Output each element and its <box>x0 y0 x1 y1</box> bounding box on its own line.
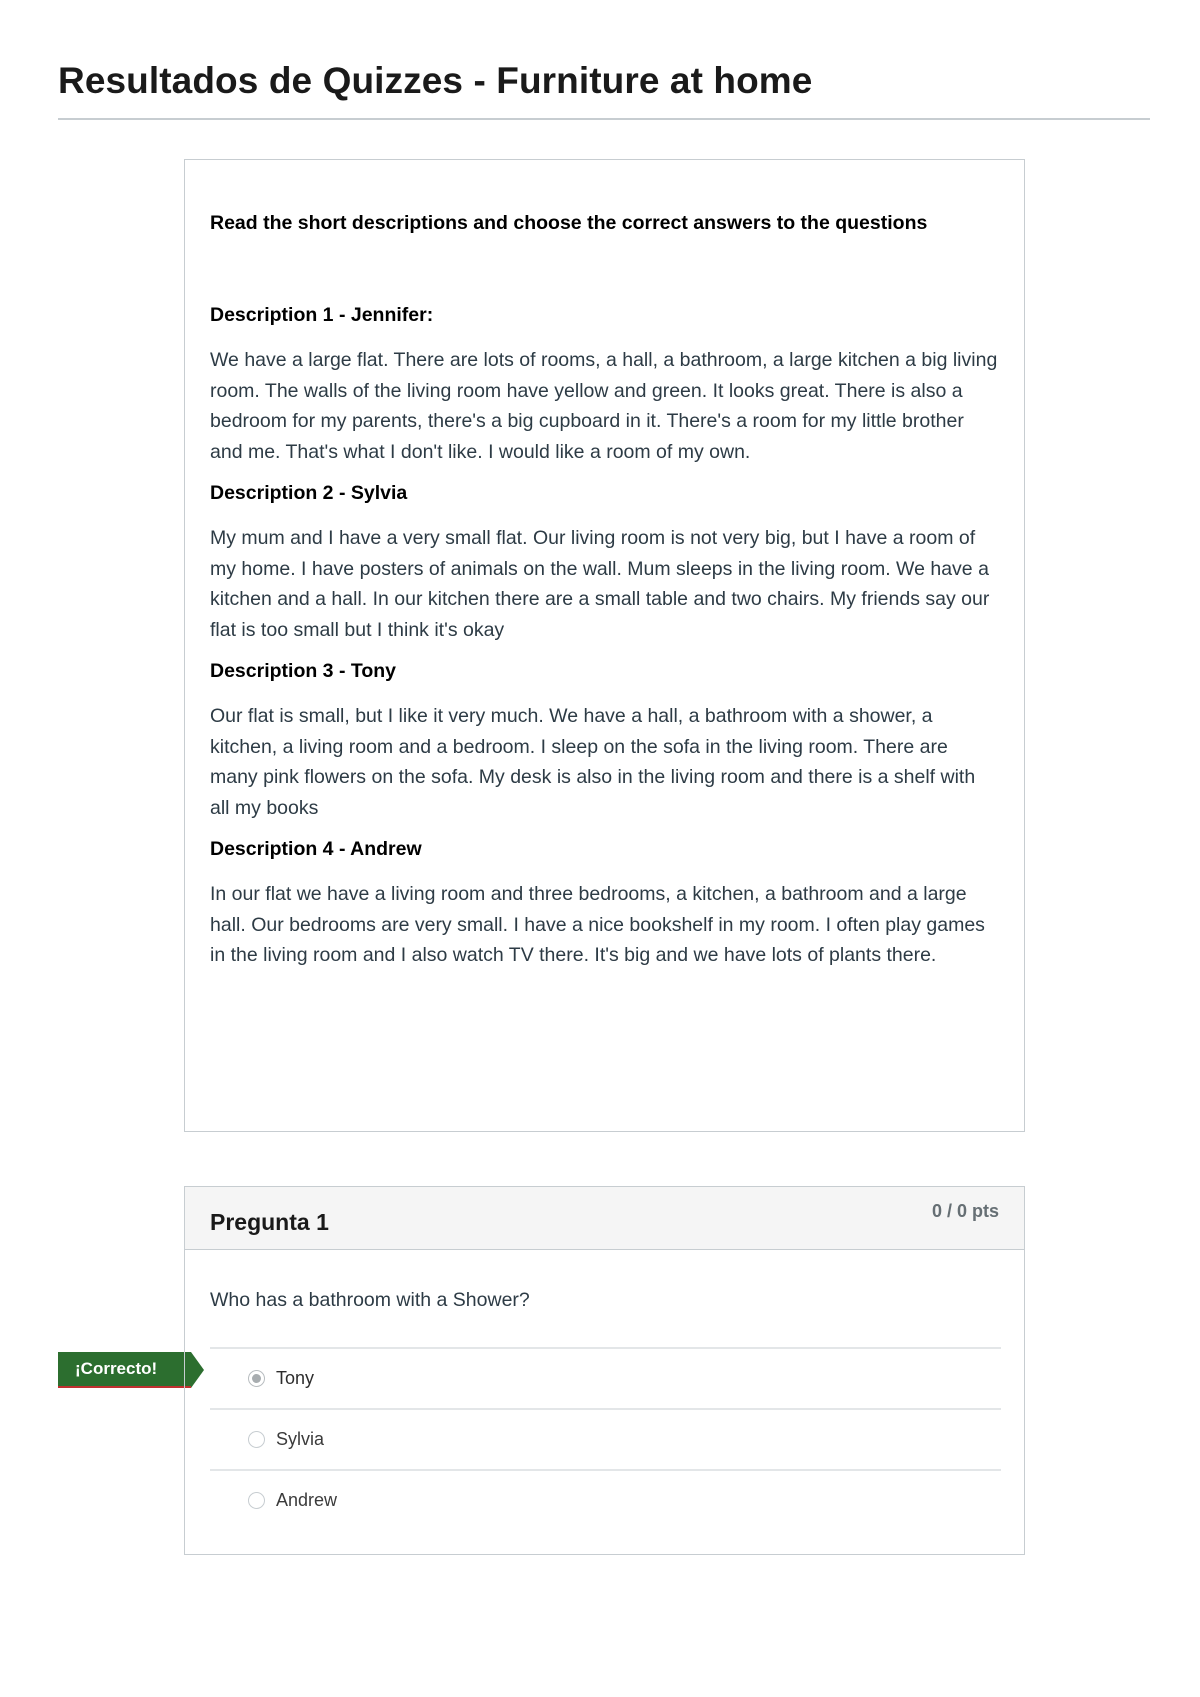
description-body: My mum and I have a very small flat. Our living room is not very big, but I have a room of my home. I have posters of animals on the wall. Mum sleeps in the living room. We have a kitchen and a hall. In our kitchen there are a small table and two chairs. My friends say our flat is too small but I think it's okay <box>210 527 990 641</box>
description-body: In our flat we have a living room and three bedrooms, a kitchen, a bathroom and a large hall. Our bedrooms are very small. I have a nice bookshelf in my room. I often play games in the living room and I also watch TV there. It's big and we have lots of plants there. <box>210 883 985 966</box>
description-heading: Description 3 - Tony <box>210 660 396 682</box>
description-heading: Description 1 - Jennifer: <box>210 304 434 326</box>
instructions-intro: Read the short descriptions and choose the correct answers to the questions <box>210 212 928 234</box>
answer-option[interactable] <box>210 1347 1001 1408</box>
answer-list <box>210 1347 1001 1530</box>
question-title: Pregunta 1 <box>210 1209 329 1235</box>
instructions-panel <box>184 159 1025 1132</box>
question-text: Who has a bathroom with a Shower? <box>210 1289 530 1311</box>
answer-option[interactable] <box>210 1408 1001 1469</box>
question-panel <box>184 1186 1025 1555</box>
description-heading: Description 4 - Andrew <box>210 838 422 860</box>
title-divider <box>58 118 1150 120</box>
radio-selected-icon[interactable] <box>248 1370 265 1387</box>
page-title: Resultados de Quizzes - Furniture at home <box>58 60 813 101</box>
question-points: 0 / 0 pts <box>931 1201 999 1221</box>
description-body: Our flat is small, but I like it very much. We have a hall, a bathroom with a shower, a kitchen, a living room and a bedroom. I sleep on the sofa in the living room. There are many pink flowers on the sofa. My desk is also in the living room and there is a shelf with all my books <box>210 705 976 819</box>
description-body: We have a large flat. There are lots of rooms, a hall, a bathroom, a large kitchen a big living room. The walls of the living room have yellow and green. It looks great. There is also a bedroom for my parents, there's a big cupboard in it. There's a room for my little brother and me. That's what I don't like. I would like a room of my own. <box>210 349 998 463</box>
description-heading: Description 2 - Sylvia <box>210 482 408 504</box>
answer-label: Sylvia <box>276 1429 325 1449</box>
correct-answer-flag: ¡Correcto! <box>58 1352 191 1388</box>
radio-empty-icon[interactable] <box>248 1431 265 1448</box>
radio-empty-icon[interactable] <box>248 1492 265 1509</box>
answer-label: Andrew <box>276 1490 338 1510</box>
answer-option[interactable] <box>210 1469 1001 1530</box>
answer-label: Tony <box>276 1368 315 1388</box>
question-header <box>185 1187 1024 1250</box>
